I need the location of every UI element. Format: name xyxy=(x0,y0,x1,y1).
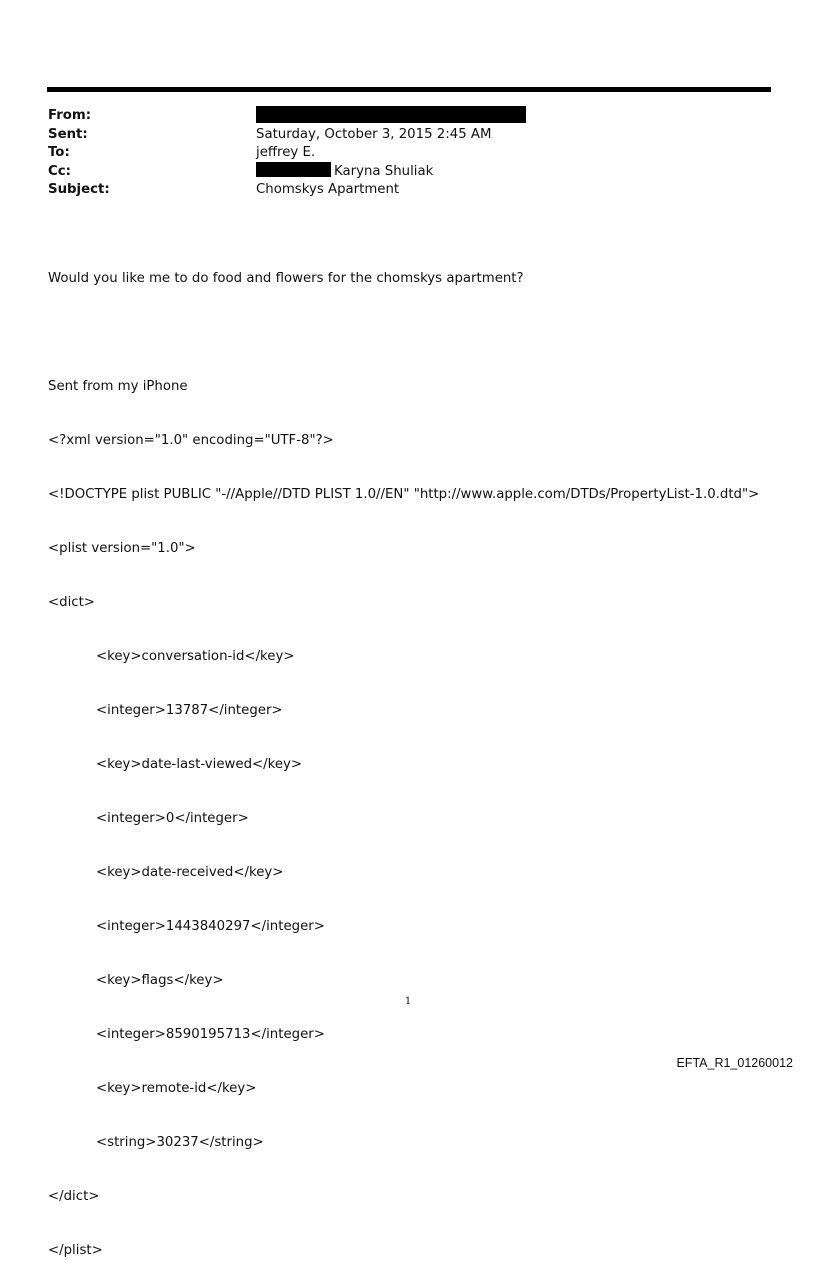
xml-line: </plist> xyxy=(48,1243,103,1258)
redaction-box xyxy=(256,106,526,123)
xml-line: <key>date-received</key> xyxy=(96,865,284,880)
to-label: To: xyxy=(48,145,70,160)
cc-row xyxy=(48,163,768,182)
page-number: 1 xyxy=(404,996,412,1007)
subject-row xyxy=(48,181,768,200)
cc-value xyxy=(256,163,433,182)
cc-label: Cc: xyxy=(48,163,71,179)
header-divider-rule xyxy=(47,87,771,92)
xml-line: <integer>13787</integer> xyxy=(96,703,283,718)
sent-label: Sent: xyxy=(48,126,88,142)
xml-line: <!DOCTYPE plist PUBLIC "-//Apple//DTD PLIST 1.0//EN" "http://www.apple.com/DTDs/PropertyList-1.0.dtd"> xyxy=(48,487,760,502)
email-body xyxy=(48,234,788,1278)
redaction-box xyxy=(256,162,331,177)
xml-line: <key>date-last-viewed</key> xyxy=(96,757,303,772)
to-row xyxy=(48,144,768,163)
xml-line: <key>conversation-id</key> xyxy=(96,649,295,664)
xml-line: </dict> xyxy=(48,1189,100,1204)
paragraph-gap xyxy=(48,324,788,342)
cc-recipient: Karyna Shuliak xyxy=(334,163,434,179)
document-id: EFTA_R1_01260012 xyxy=(676,1056,793,1070)
to-value: jeffrey E. xyxy=(256,145,316,160)
email-header xyxy=(48,107,768,200)
signature-text: Sent from my iPhone xyxy=(48,379,188,394)
from-row xyxy=(48,107,768,126)
xml-line: <integer>1443840297</integer> xyxy=(96,919,325,934)
from-value xyxy=(256,107,526,126)
xml-line: <integer>0</integer> xyxy=(96,811,249,826)
message-text: Would you like me to do food and flowers for the chomskys apartment? xyxy=(48,271,524,286)
xml-line: <key>remote-id</key> xyxy=(96,1081,257,1096)
subject-label: Subject: xyxy=(48,182,110,197)
from-label: From: xyxy=(48,108,92,123)
sent-row xyxy=(48,126,768,145)
xml-line: <key>flags</key> xyxy=(96,973,224,988)
subject-value: Chomskys Apartment xyxy=(256,182,400,197)
sent-value: Saturday, October 3, 2015 2:45 AM xyxy=(256,126,492,142)
xml-line: <?xml version="1.0" encoding="UTF-8"?> xyxy=(48,433,334,448)
xml-line: <string>30237</string> xyxy=(96,1135,264,1150)
xml-line: <dict> xyxy=(48,595,95,610)
xml-line: <plist version="1.0"> xyxy=(48,541,196,556)
xml-line: <integer>8590195713</integer> xyxy=(96,1027,325,1042)
